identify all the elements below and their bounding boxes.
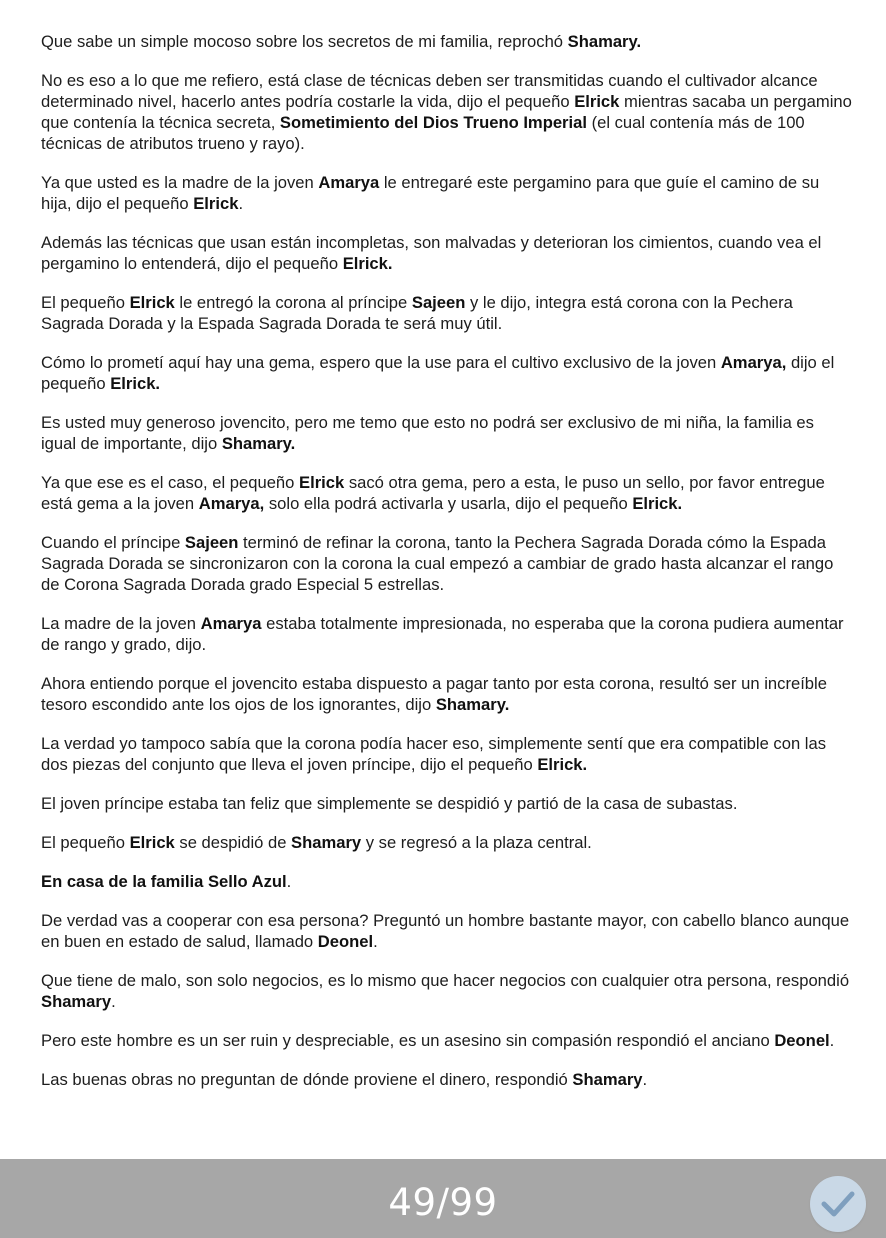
paragraph (41, 613, 853, 655)
text-run: Es usted muy generoso jovencito, pero me temo que esto no podrá ser exclusivo de mi niña, la familia es igual de importante, dijo (41, 413, 814, 453)
page-indicator: 49/99 (388, 1181, 498, 1224)
bold-text: Shamary (572, 1070, 643, 1089)
bold-text: Elrick (193, 194, 239, 213)
bold-text: Sajeen (184, 533, 239, 552)
bold-text: Elrick. (110, 374, 161, 393)
text-run: sacó otra gema, pero a esta, le puso un sello, por favor entregue está gema a la joven (41, 473, 825, 513)
paragraph (41, 733, 853, 775)
text-run: Además las técnicas que usan están incompletas, son malvadas y deterioran los cimientos, cuando vea el pergamino lo entenderá, dijo el pequeño (41, 233, 822, 273)
bold-text: Deonel (774, 1031, 830, 1050)
paragraph (41, 832, 853, 853)
text-run: mientras sacaba un pergamino que contenía la técnica secreta, (41, 92, 852, 132)
text-run: y le dijo, integra está corona con la Pechera Sagrada Dorada y la Espada Sagrada Dorada te será muy útil. (41, 293, 793, 333)
text-run: Cuando el príncipe (41, 533, 185, 552)
bold-text: Elrick (299, 473, 345, 492)
bold-text: Elrick (129, 833, 175, 852)
bottom-bar (0, 1159, 886, 1238)
paragraph (41, 472, 853, 514)
bold-text: En casa de la familia Sello Azul (41, 872, 287, 891)
paragraph (41, 793, 853, 814)
text-run: estaba totalmente impresionada, no esperaba que la corona pudiera aumentar de rango y grado, dijo. (41, 614, 844, 654)
text-run: se despidió de (174, 833, 292, 852)
bold-text: Elrick (129, 293, 175, 312)
paragraph (41, 70, 853, 154)
bold-text: Elrick (574, 92, 620, 111)
text-run: terminó de refinar la corona, tanto la Pechera Sagrada Dorada cómo la Espada Sagrada Dorada se sincronizaron con la corona la cual empezó a cambiar de grado hasta alcanzar el rango de Corona Sagrada Dorada grado Especial 5 estrellas. (41, 533, 834, 594)
text-run: Las buenas obras no preguntan de dónde proviene el dinero, respondió (41, 1070, 573, 1089)
bold-text: Shamary (41, 992, 112, 1011)
text-run: Ya que usted es la madre de la joven (41, 173, 319, 192)
bold-text: Shamary. (567, 32, 642, 51)
paragraph (41, 352, 853, 394)
bold-text: Shamary. (435, 695, 510, 714)
paragraph (41, 532, 853, 595)
bold-text: Sajeen (411, 293, 466, 312)
bold-text: Amarya (318, 173, 380, 192)
bold-text: Elrick. (537, 755, 588, 774)
paragraph (41, 910, 853, 952)
bold-text: Shamary. (221, 434, 296, 453)
text-run: y se regresó a la plaza central. (361, 833, 592, 852)
text-run: . (111, 992, 116, 1011)
text-run: . (829, 1031, 835, 1050)
text-run: El pequeño (41, 293, 130, 312)
done-button[interactable] (810, 1176, 866, 1232)
paragraph (41, 1069, 853, 1090)
paragraph (41, 232, 853, 274)
text-run: De verdad vas a cooperar con esa persona? Preguntó un hombre bastante mayor, con cabello blanco aunque en buen en estado de salud, llamado (41, 911, 850, 951)
paragraph (41, 970, 853, 1012)
text-run: Ya que ese es el caso, el pequeño (41, 473, 300, 492)
text-run: Que tiene de malo, son solo negocios, es lo mismo que hacer negocios con cualquier otra persona, respondió (41, 971, 850, 990)
bold-text: Shamary (291, 833, 362, 852)
paragraph (41, 673, 853, 715)
text-run: . (286, 872, 292, 891)
text-run: le entregaré este pergamino para que guíe el camino de su hija, dijo el pequeño (41, 173, 820, 213)
paragraph (41, 1030, 853, 1051)
bold-text: Amarya, (198, 494, 265, 513)
text-run: Ahora entiendo porque el jovencito estaba dispuesto a pagar tanto por esta corona, resultó ser un increíble tesoro escondido ante los ojos de los ignorantes, dijo (41, 674, 827, 714)
paragraph (41, 412, 853, 454)
text-run: El pequeño (41, 833, 130, 852)
text-run: Que sabe un simple mocoso sobre los secretos de mi familia, reprochó (41, 32, 568, 51)
paragraph (41, 31, 853, 52)
text-run: El joven príncipe estaba tan feliz que simplemente se despidió y partió de la casa de subastas. (41, 794, 738, 813)
checkmark-icon (820, 1187, 856, 1221)
text-run: solo ella podrá activarla y usarla, dijo el pequeño (264, 494, 633, 513)
text-run: Cómo lo prometí aquí hay una gema, espero que la use para el cultivo exclusivo de la joven (41, 353, 721, 372)
paragraph (41, 292, 853, 334)
text-run: dijo el pequeño (41, 353, 835, 393)
bold-text: Elrick. (342, 254, 393, 273)
bold-text: Sometimiento del Dios Trueno Imperial (279, 113, 587, 132)
text-run: (el cual contenía más de 100 técnicas de atributos trueno y rayo). (41, 113, 805, 153)
text-run: . (642, 1070, 648, 1089)
text-run: le entregó la corona al príncipe (174, 293, 412, 312)
bold-text: Amarya (200, 614, 262, 633)
paragraph (41, 871, 853, 892)
text-run: La verdad yo tampoco sabía que la corona podía hacer eso, simplemente sentí que era compatible con las dos piezas del conjunto que lleva el joven príncipe, dijo el pequeño (41, 734, 826, 774)
page-text (41, 31, 853, 1108)
text-run: . (238, 194, 244, 213)
bold-text: Elrick. (632, 494, 683, 513)
text-run: La madre de la joven (41, 614, 201, 633)
text-run: No es eso a lo que me refiero, está clase de técnicas deben ser transmitidas cuando el cultivador alcance determinado nivel, hacerlo antes podría costarle la vida, dijo el pequeño (41, 71, 818, 111)
bold-text: Deonel (317, 932, 374, 951)
paragraph (41, 172, 853, 214)
bold-text: Amarya, (720, 353, 787, 372)
text-run: Pero este hombre es un ser ruin y despreciable, es un asesino sin compasión respondió el anciano (41, 1031, 775, 1050)
text-run: . (373, 932, 378, 951)
